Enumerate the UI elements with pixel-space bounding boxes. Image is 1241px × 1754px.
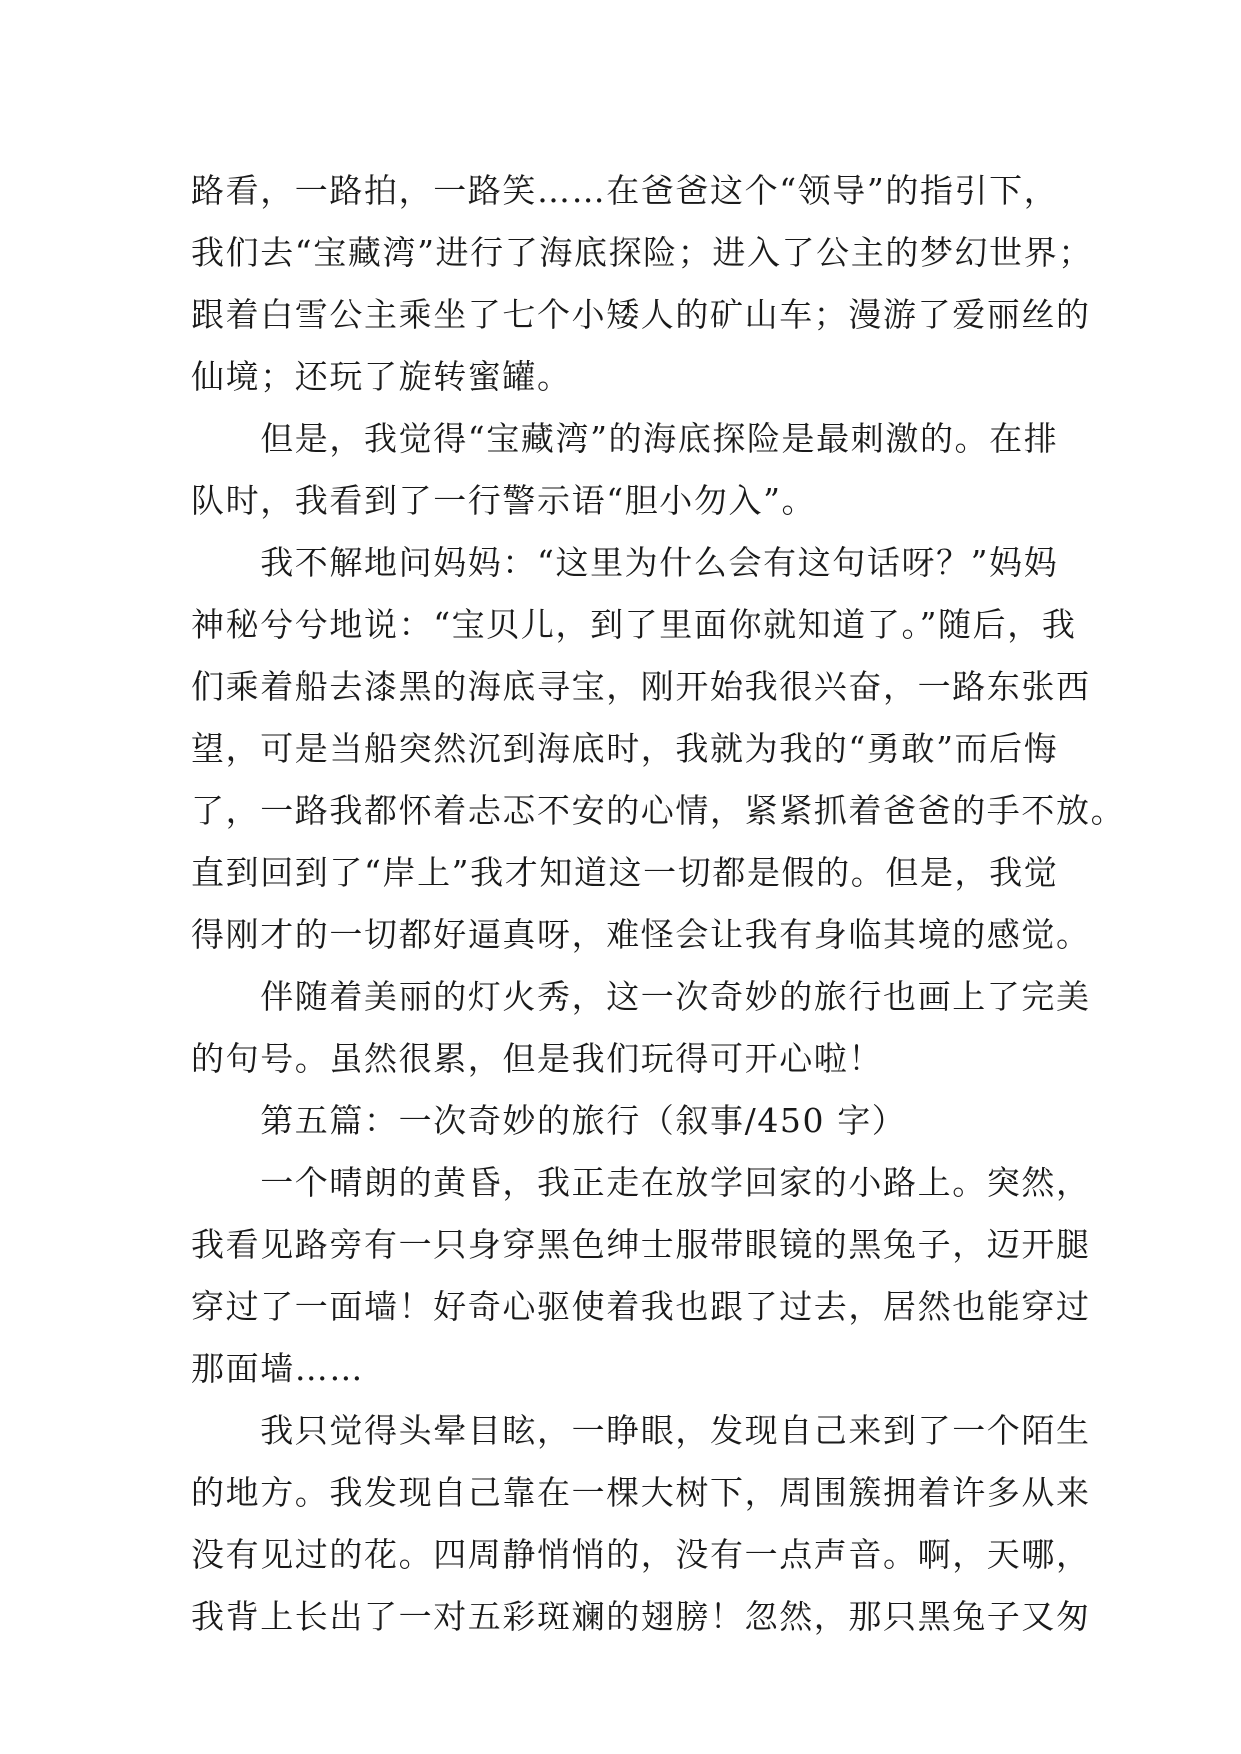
text-line: 但是，我觉得“宝藏湾”的海底探险是最刺激的。在排 (191, 419, 1059, 458)
text-line: 一个晴朗的黄昏，我正走在放学回家的小路上。突然， (191, 1163, 1091, 1202)
section-heading: 第五篇：一次奇妙的旅行（叙事/450 字） (191, 1101, 907, 1140)
text-line: 我们去“宝藏湾”进行了海底探险；进入了公主的梦幻世界； (191, 233, 1093, 272)
text-line: 我不解地问妈妈：“这里为什么会有这句话呀？”妈妈 (191, 543, 1059, 582)
text-line: 们乘着船去漆黑的海底寻宝，刚开始我很兴奋，一路东张西 (191, 667, 1091, 706)
text-line: 得刚才的一切都好逼真呀，难怪会让我有身临其境的感觉。 (191, 915, 1091, 954)
text-line: 的句号。虽然很累，但是我们玩得可开心啦！ (191, 1039, 883, 1078)
text-line: 那面墙…… (191, 1349, 364, 1388)
text-line: 仙境；还玩了旋转蜜罐。 (191, 357, 572, 396)
text-line: 我只觉得头晕目眩，一睁眼，发现自己来到了一个陌生 (191, 1411, 1091, 1450)
text-line: 我背上长出了一对五彩斑斓的翅膀！忽然，那只黑兔子又匆 (191, 1597, 1091, 1636)
text-line: 的地方。我发现自己靠在一棵大树下，周围簇拥着许多从来 (191, 1473, 1091, 1512)
text-line: 了，一路我都怀着忐忑不安的心情，紧紧抓着爸爸的手不放。 (191, 791, 1126, 830)
text-line: 神秘兮兮地说：“宝贝儿，到了里面你就知道了。”随后，我 (191, 605, 1077, 644)
text-line: 伴随着美丽的灯火秀，这一次奇妙的旅行也画上了完美 (191, 977, 1091, 1016)
text-line: 直到回到了“岸上”我才知道这一切都是假的。但是，我觉 (191, 853, 1059, 892)
text-line: 没有见过的花。四周静悄悄的，没有一点声音。啊，天哪， (191, 1535, 1091, 1574)
text-line: 我看见路旁有一只身穿黑色绅士服带眼镜的黑兔子，迈开腿 (191, 1225, 1091, 1264)
text-line: 望，可是当船突然沉到海底时，我就为我的“勇敢”而后悔 (191, 729, 1059, 768)
text-line: 队时，我看到了一行警示语“胆小勿入”。 (191, 481, 817, 520)
document-body (191, 160, 1126, 1648)
text-line: 穿过了一面墙！好奇心驱使着我也跟了过去，居然也能穿过 (191, 1287, 1091, 1326)
text-line: 跟着白雪公主乘坐了七个小矮人的矿山车；漫游了爱丽丝的 (191, 295, 1091, 334)
text-line: 路看，一路拍，一路笑……在爸爸这个“领导”的指引下， (191, 171, 1059, 210)
